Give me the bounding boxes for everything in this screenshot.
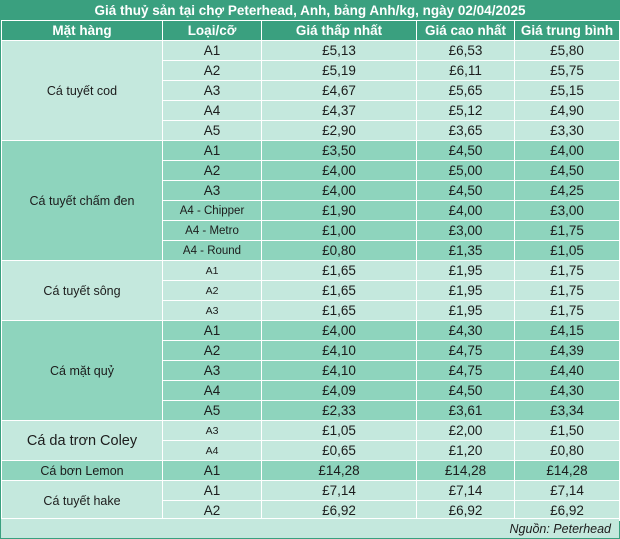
- avg-price-cell: £5,15: [515, 81, 620, 101]
- max-price-cell: £3,65: [417, 121, 515, 141]
- min-price-cell: £0,80: [262, 241, 417, 261]
- min-price-cell: £2,90: [262, 121, 417, 141]
- type-cell: A2: [163, 161, 262, 181]
- item-name-cell: Cá da trơn Coley: [2, 421, 163, 461]
- max-price-cell: £1,95: [417, 301, 515, 321]
- min-price-cell: £4,67: [262, 81, 417, 101]
- item-name-cell: Cá tuyết chấm đen: [2, 141, 163, 261]
- table-row: [2, 141, 620, 161]
- max-price-cell: £6,92: [417, 501, 515, 521]
- avg-price-cell: £4,30: [515, 381, 620, 401]
- max-price-cell: £5,00: [417, 161, 515, 181]
- avg-price-cell: £1,50: [515, 421, 620, 441]
- type-cell: A4 - Metro: [163, 221, 262, 241]
- max-price-cell: £1,95: [417, 261, 515, 281]
- max-price-cell: £1,20: [417, 441, 515, 461]
- min-price-cell: £1,90: [262, 201, 417, 221]
- type-cell: A2: [163, 281, 262, 301]
- min-price-cell: £2,33: [262, 401, 417, 421]
- min-price-cell: £7,14: [262, 481, 417, 501]
- max-price-cell: £3,61: [417, 401, 515, 421]
- avg-price-cell: £1,75: [515, 221, 620, 241]
- item-name-cell: Cá mặt quỷ: [2, 321, 163, 421]
- min-price-cell: £4,00: [262, 321, 417, 341]
- header-avg-price: Giá trung bình: [515, 21, 620, 41]
- avg-price-cell: £5,75: [515, 61, 620, 81]
- min-price-cell: £4,37: [262, 101, 417, 121]
- min-price-cell: £4,09: [262, 381, 417, 401]
- avg-price-cell: £4,15: [515, 321, 620, 341]
- avg-price-cell: £1,75: [515, 301, 620, 321]
- avg-price-cell: £3,00: [515, 201, 620, 221]
- avg-price-cell: £1,05: [515, 241, 620, 261]
- type-cell: A1: [163, 481, 262, 501]
- avg-price-cell: £0,80: [515, 441, 620, 461]
- min-price-cell: £3,50: [262, 141, 417, 161]
- min-price-cell: £4,00: [262, 161, 417, 181]
- type-cell: A1: [163, 461, 262, 481]
- type-cell: A2: [163, 501, 262, 521]
- max-price-cell: £1,95: [417, 281, 515, 301]
- table-row: [2, 421, 620, 441]
- type-cell: A3: [163, 421, 262, 441]
- avg-price-cell: £4,50: [515, 161, 620, 181]
- min-price-cell: £1,65: [262, 261, 417, 281]
- item-name-cell: Cá tuyết cod: [2, 41, 163, 141]
- max-price-cell: £14,28: [417, 461, 515, 481]
- type-cell: A1: [163, 321, 262, 341]
- max-price-cell: £4,30: [417, 321, 515, 341]
- type-cell: A2: [163, 341, 262, 361]
- max-price-cell: £4,75: [417, 361, 515, 381]
- max-price-cell: £2,00: [417, 421, 515, 441]
- max-price-cell: £3,00: [417, 221, 515, 241]
- avg-price-cell: £3,34: [515, 401, 620, 421]
- min-price-cell: £6,92: [262, 501, 417, 521]
- min-price-cell: £0,65: [262, 441, 417, 461]
- type-cell: A4: [163, 441, 262, 461]
- min-price-cell: £5,13: [262, 41, 417, 61]
- avg-price-cell: £4,39: [515, 341, 620, 361]
- type-cell: A3: [163, 361, 262, 381]
- max-price-cell: £7,14: [417, 481, 515, 501]
- price-table: [1, 20, 620, 521]
- type-cell: A5: [163, 121, 262, 141]
- table-row: [2, 481, 620, 501]
- max-price-cell: £6,53: [417, 41, 515, 61]
- item-name-cell: Cá bơn Lemon: [2, 461, 163, 481]
- header-item: Mặt hàng: [2, 21, 163, 41]
- type-cell: A4 - Round: [163, 241, 262, 261]
- type-cell: A3: [163, 181, 262, 201]
- type-cell: A4: [163, 381, 262, 401]
- avg-price-cell: £4,25: [515, 181, 620, 201]
- max-price-cell: £4,75: [417, 341, 515, 361]
- type-cell: A3: [163, 81, 262, 101]
- avg-price-cell: £4,90: [515, 101, 620, 121]
- item-name-cell: Cá tuyết sông: [2, 261, 163, 321]
- source-note: Nguồn: Peterhead: [509, 522, 611, 536]
- item-name-cell: Cá tuyết hake: [2, 481, 163, 521]
- min-price-cell: £1,05: [262, 421, 417, 441]
- min-price-cell: £1,65: [262, 301, 417, 321]
- min-price-cell: £4,10: [262, 341, 417, 361]
- avg-price-cell: £6,92: [515, 501, 620, 521]
- table-title: Giá thuỷ sản tại chợ Peterhead, Anh, bảng Anh/kg, ngày 02/04/2025: [1, 1, 619, 20]
- max-price-cell: £5,12: [417, 101, 515, 121]
- max-price-cell: £1,35: [417, 241, 515, 261]
- header-row: [2, 21, 620, 41]
- type-cell: A5: [163, 401, 262, 421]
- avg-price-cell: £1,75: [515, 281, 620, 301]
- min-price-cell: £1,00: [262, 221, 417, 241]
- table-row: [2, 41, 620, 61]
- table-row: [2, 321, 620, 341]
- min-price-cell: £14,28: [262, 461, 417, 481]
- min-price-cell: £1,65: [262, 281, 417, 301]
- avg-price-cell: £4,40: [515, 361, 620, 381]
- max-price-cell: £4,50: [417, 181, 515, 201]
- avg-price-cell: £7,14: [515, 481, 620, 501]
- avg-price-cell: £4,00: [515, 141, 620, 161]
- table-row: [2, 461, 620, 481]
- table-row: [2, 261, 620, 281]
- avg-price-cell: £14,28: [515, 461, 620, 481]
- type-cell: A1: [163, 261, 262, 281]
- type-cell: A4 - Chipper: [163, 201, 262, 221]
- min-price-cell: £5,19: [262, 61, 417, 81]
- header-min-price: Giá thấp nhất: [262, 21, 417, 41]
- max-price-cell: £4,50: [417, 141, 515, 161]
- max-price-cell: £6,11: [417, 61, 515, 81]
- max-price-cell: £4,00: [417, 201, 515, 221]
- min-price-cell: £4,10: [262, 361, 417, 381]
- min-price-cell: £4,00: [262, 181, 417, 201]
- avg-price-cell: £1,75: [515, 261, 620, 281]
- type-cell: A4: [163, 101, 262, 121]
- max-price-cell: £4,50: [417, 381, 515, 401]
- avg-price-cell: £3,30: [515, 121, 620, 141]
- type-cell: A3: [163, 301, 262, 321]
- type-cell: A2: [163, 61, 262, 81]
- header-type: Loại/cỡ: [163, 21, 262, 41]
- type-cell: A1: [163, 41, 262, 61]
- type-cell: A1: [163, 141, 262, 161]
- table-body: [2, 41, 620, 521]
- max-price-cell: £5,65: [417, 81, 515, 101]
- header-max-price: Giá cao nhất: [417, 21, 515, 41]
- avg-price-cell: £5,80: [515, 41, 620, 61]
